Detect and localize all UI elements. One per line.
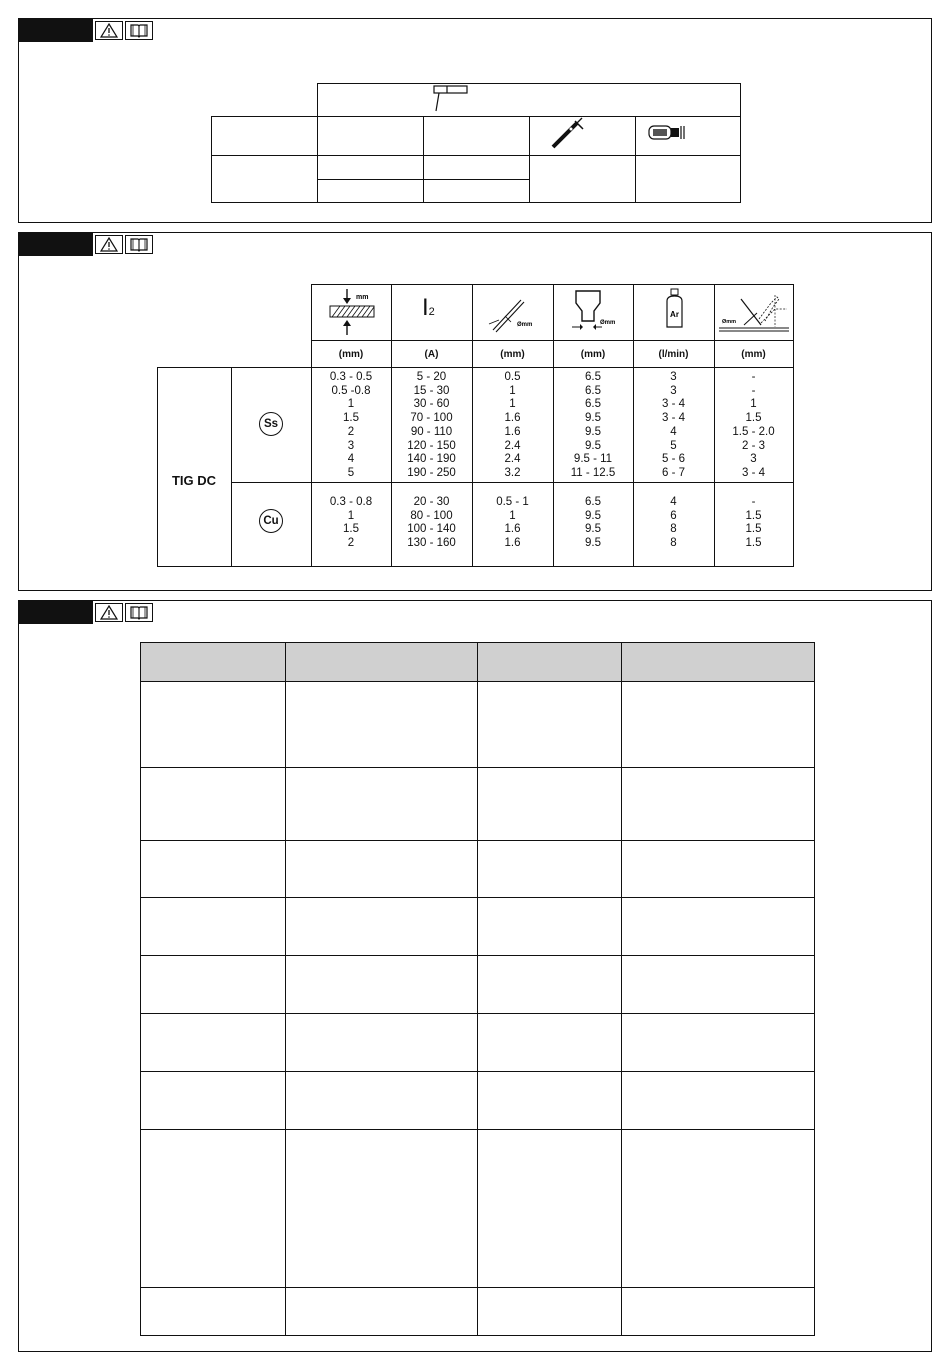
table-cell: 9.5 — [585, 537, 601, 550]
table-cell: 1.6 — [504, 537, 521, 550]
table-cell: 6.5 — [585, 496, 601, 508]
section-header — [19, 233, 153, 256]
table-cell: 0.5 — [504, 371, 521, 383]
filler-rod-icon — [717, 289, 791, 335]
connector-icon — [647, 123, 689, 143]
torch-icon — [549, 117, 589, 151]
thickness-icon-label: mm — [356, 294, 369, 301]
table-cell: 2.4 — [504, 439, 521, 452]
table-cell: 0.5 - 1 — [496, 496, 529, 508]
table-cell: 1.5 — [745, 537, 762, 550]
table-cell: 4 — [670, 425, 677, 438]
warning-icon — [95, 21, 123, 40]
table-cell: 3 — [347, 439, 355, 452]
process-label: TIG DC — [171, 473, 217, 488]
header-bar — [19, 233, 93, 256]
table-cell: 4 — [670, 496, 677, 508]
table-cell: 90 - 110 — [410, 425, 453, 438]
material-cu-symbol: Cu — [259, 509, 283, 533]
cu-gas-flow-column — [633, 496, 714, 551]
table-cell: 8 — [670, 537, 677, 550]
unit-nozzle: (mm) — [580, 349, 606, 360]
table-rule — [140, 642, 141, 1336]
table-cell: 1 — [509, 384, 516, 397]
table-cell: 1 — [509, 509, 516, 522]
header-bar — [19, 601, 93, 624]
table-cell: 1.6 — [504, 425, 521, 438]
header-bar — [19, 19, 93, 42]
table-cell: 100 - 140 — [407, 523, 456, 536]
table-cell: 3 - 4 — [741, 466, 765, 479]
cu-current-column — [391, 496, 472, 551]
table-rule — [477, 642, 478, 1336]
table-cell: 1.5 — [745, 412, 762, 425]
table-cell: - — [751, 384, 756, 397]
table-cell: 9.5 — [585, 425, 601, 438]
table-cell: 140 - 190 — [407, 453, 456, 466]
table-cell: 3 — [670, 371, 677, 383]
table-cell: 9.5 — [585, 523, 601, 536]
table-rule — [814, 642, 815, 1336]
table-cell: 9.5 — [585, 412, 601, 425]
section-header — [19, 19, 153, 42]
table-cell: 2 — [347, 537, 355, 550]
table-cell: 9.5 - 11 — [573, 453, 613, 466]
manual-icon — [125, 603, 153, 622]
thickness-icon — [326, 286, 378, 338]
table-cell: 6.5 — [585, 398, 601, 411]
table-cell: 2 — [347, 425, 355, 438]
table-cell: 1.5 — [745, 509, 762, 522]
table-cell: 80 - 100 — [410, 509, 453, 522]
table-cell: 1 — [347, 398, 355, 411]
table-cell: 3 — [750, 453, 757, 466]
section-3 — [18, 600, 932, 1352]
cu-filler-rod-column — [714, 496, 793, 551]
table-cell: 6 — [670, 509, 677, 522]
table-cell: 20 - 30 — [413, 496, 450, 508]
current-icon-sub: 2 — [428, 306, 435, 318]
table-rule — [285, 642, 286, 1336]
cu-electrode-column — [472, 496, 553, 551]
table-cell: 30 - 60 — [413, 398, 450, 411]
manual-icon — [125, 21, 153, 40]
nozzle-icon — [570, 289, 626, 335]
table-cell: 1 — [509, 398, 516, 411]
warning-icon — [95, 235, 123, 254]
table-cell: 130 - 160 — [407, 537, 456, 550]
table-rule — [621, 642, 622, 1336]
table-cell: 0.5 -0.8 — [331, 384, 371, 397]
table-cell: 5 — [347, 466, 355, 479]
gas-icon-label: Ar — [670, 310, 679, 319]
table-cell: 70 - 100 — [410, 412, 453, 425]
unit-thickness: (mm) — [338, 349, 364, 360]
table-cell: 15 - 30 — [413, 384, 450, 397]
table-cell: 3.2 — [504, 466, 521, 479]
electrode-diameter-icon — [487, 288, 539, 336]
table-cell: 1.6 — [504, 412, 521, 425]
table-cell: 8 — [670, 523, 677, 536]
table-cell: 1.5 — [343, 523, 359, 536]
table-cell: 2.4 — [504, 453, 521, 466]
nozzle-icon-label: Ømm — [600, 320, 616, 326]
rod-icon-label: Ømm — [722, 319, 737, 325]
section-2 — [18, 232, 932, 591]
section-header — [19, 601, 153, 624]
table-cell: 1.6 — [504, 523, 521, 536]
table-cell: 4 — [347, 453, 355, 466]
table-cell: 0.3 - 0.8 — [329, 496, 373, 508]
table-cell: 6.5 — [585, 371, 601, 383]
table-cell: 3 - 4 — [661, 398, 685, 411]
ss-thickness-column — [311, 371, 391, 481]
ss-current-column — [391, 371, 472, 481]
cu-thickness-column — [311, 496, 391, 551]
ss-filler-rod-column — [714, 371, 793, 481]
warning-icon — [95, 603, 123, 622]
material-ss-symbol: Ss — [259, 412, 283, 436]
ss-electrode-column — [472, 371, 553, 481]
table-cell: 1 — [347, 509, 355, 522]
table-cell: 1.5 — [343, 412, 359, 425]
manual-icon — [125, 235, 153, 254]
table-cell: 6.5 — [585, 384, 601, 397]
table-cell: - — [751, 496, 756, 508]
table-cell: 9.5 — [585, 509, 601, 522]
table-cell: 2 - 3 — [741, 439, 765, 452]
table-cell: 0.3 - 0.5 — [329, 371, 373, 383]
table-cell: 5 — [670, 439, 677, 452]
table-cell: 11 - 12.5 — [570, 466, 616, 479]
table-cell: 6 - 7 — [661, 466, 685, 479]
table-cell: 5 - 6 — [661, 453, 685, 466]
ss-nozzle-column — [553, 371, 633, 481]
section-1 — [18, 18, 932, 223]
table-cell: 9.5 — [585, 439, 601, 452]
table-cell: 1 — [750, 398, 757, 411]
table-cell: 3 - 4 — [661, 412, 685, 425]
cu-nozzle-column — [553, 496, 633, 551]
table-cell: 5 - 20 — [416, 371, 447, 383]
table-cell: 120 - 150 — [407, 439, 456, 452]
table-cell: - — [751, 371, 756, 383]
electrode-icon-label: Ømm — [517, 322, 533, 328]
table-cell: 1.5 - 2.0 — [732, 425, 775, 438]
power-plug-icon — [429, 83, 469, 115]
gas-bottle-icon — [662, 287, 688, 333]
current-icon-letter: I — [422, 294, 429, 321]
unit-filler-rod: (mm) — [741, 349, 766, 360]
table-cell: 190 - 250 — [407, 466, 456, 479]
unit-electrode: (mm) — [500, 349, 525, 360]
unit-gas-flow: (l/min) — [658, 349, 689, 360]
table-cell: 1.5 — [745, 523, 762, 536]
ss-gas-flow-column — [633, 371, 714, 481]
unit-current: (A) — [424, 349, 439, 360]
table-cell: 3 — [670, 384, 677, 397]
current-icon — [422, 296, 435, 324]
